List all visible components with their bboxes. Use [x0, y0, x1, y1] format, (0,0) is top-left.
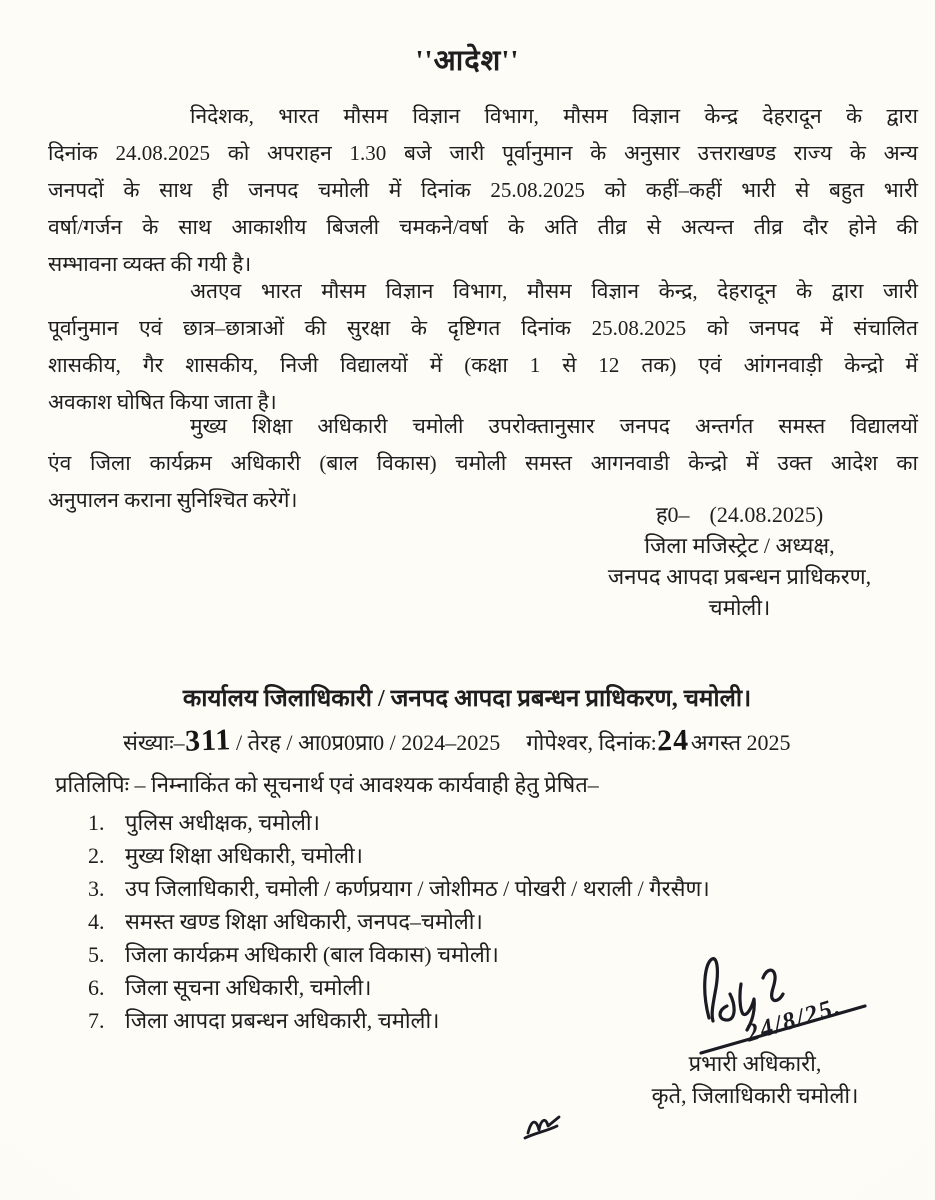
- item-text: उप जिलाधिकारी, चमोली / कर्णप्रयाग / जोशीमठ / पोखरी / थराली / गैरसैण।: [125, 876, 710, 901]
- reference-prefix: संख्याः–: [123, 730, 185, 755]
- reference-place-date-label: गोपेश्वर, दिनांक:: [526, 730, 657, 755]
- office-heading: कार्यालय जिलाधिकारी / जनपद आपदा प्रबन्धन प्राधिकरण, चमोली।: [182, 686, 752, 712]
- handwritten-flourish-mark: [520, 1093, 586, 1145]
- footer-signature-block: [600, 1048, 910, 1112]
- signatory-authority: जनपद आपदा प्रबन्धन प्राधिकरण,: [607, 564, 872, 589]
- item-text: जिला सूचना अधिकारी, चमोली।: [125, 975, 372, 1000]
- item-number: 3.: [88, 876, 105, 901]
- reference-middle: / तेरह / आ0प्र0प्रा0 / 2024–2025: [236, 730, 501, 755]
- signed-abbreviation: ह0–: [655, 502, 690, 527]
- handwritten-day-number: 24: [656, 723, 690, 758]
- paragraph-line: अनुपालन कराना सुनिश्चित करेगें।: [48, 488, 298, 512]
- signature-date: (24.08.2025): [709, 502, 824, 527]
- handwritten-reference-number: 311: [184, 723, 232, 758]
- list-item: [88, 806, 908, 839]
- paragraph-line: मुख्य शिक्षा अधिकारी चमोली उपरोक्तानुसार जनपद अन्तर्गत समस्त विद्यालयों: [190, 414, 918, 438]
- list-item: [88, 872, 908, 905]
- item-number: 6.: [88, 975, 105, 1000]
- copy-heading: प्रतिलिपिः – निम्नाकिंत को सूचनार्थ एवं आवश्यक कार्यवाही हेतु प्रेषित–: [55, 772, 599, 797]
- paragraph-line: पूर्वानुमान एवं छात्र–छात्राओं की सुरक्षा के दृष्टिगत दिनांक 25.08.2025 को जनपद में संचालित: [48, 316, 918, 340]
- reference-line: [123, 724, 913, 758]
- footer-on-behalf: कृते, जिलाधिकारी चमोली।: [651, 1083, 859, 1108]
- item-number: 2.: [88, 843, 105, 868]
- list-item: [88, 905, 908, 938]
- paragraph-line: अवकाश घोषित किया जाता है।: [48, 390, 277, 414]
- footer-designation: प्रभारी अधिकारी,: [688, 1051, 822, 1076]
- paragraph-line: एंव जिला कार्यक्रम अधिकारी (बाल विकास) चमोली समस्त आगनवाडी केन्द्रो में उक्त आदेश का: [48, 451, 918, 475]
- order-title: ''आदेश'': [415, 45, 520, 77]
- paragraph-line: शासकीय, गैर शासकीय, निजी विद्यालयों में (कक्षा 1 से 12 तक) एवं आंगनवाड़ी केन्द्रो में: [48, 353, 918, 377]
- item-number: 4.: [88, 909, 105, 934]
- paragraph-line: दिनांक 24.08.2025 को अपराहन 1.30 बजे जारी पूर्वानुमान के अनुसार उत्तराखण्ड राज्य के अन्य: [48, 141, 918, 165]
- list-item: [88, 839, 908, 872]
- item-text: पुलिस अधीक्षक, चमोली।: [125, 810, 320, 835]
- reference-month-year: अगस्त 2025: [690, 730, 791, 755]
- item-number: 7.: [88, 1008, 105, 1033]
- paragraph-line: सम्भावना व्यक्त की गयी है।: [48, 252, 252, 276]
- paragraph-line: निदेशक, भारत मौसम विज्ञान विभाग, मौसम विज्ञान केन्द्र देहरादून के द्वारा: [190, 104, 918, 128]
- paragraph-line: वर्षा/गर्जन के साथ आकाशीय बिजली चमकने/वर्षा के अति तीव्र से अत्यन्त तीव्र दौर होने की: [48, 215, 918, 239]
- item-text: मुख्य शिक्षा अधिकारी, चमोली।: [125, 843, 364, 868]
- item-text: जिला आपदा प्रबन्धन अधिकारी, चमोली।: [125, 1008, 440, 1033]
- signed-row: [656, 499, 823, 530]
- paragraph-1: [48, 98, 918, 283]
- item-number: 5.: [88, 942, 105, 967]
- signature-block: [572, 499, 907, 623]
- paragraph-2: [48, 273, 918, 421]
- signatory-place: चमोली।: [708, 595, 771, 620]
- handwritten-signature-date: 24/8/25.: [742, 992, 845, 1048]
- signatory-designation: जिला मजिस्ट्रेट / अध्यक्ष,: [644, 533, 835, 558]
- item-text: समस्त खण्ड शिक्षा अधिकारी, जनपद–चमोली।: [125, 909, 483, 934]
- paragraph-line: जनपदों के साथ ही जनपद चमोली में दिनांक 25.08.2025 को कहीं–कहीं भारी से बहुत भारी: [48, 178, 918, 202]
- item-number: 1.: [88, 810, 105, 835]
- paragraph-line: अतएव भारत मौसम विज्ञान विभाग, मौसम विज्ञान केन्द्र, देहरादून के द्वारा जारी: [190, 279, 918, 303]
- item-text: जिला कार्यक्रम अधिकारी (बाल विकास) चमोली।: [125, 942, 499, 967]
